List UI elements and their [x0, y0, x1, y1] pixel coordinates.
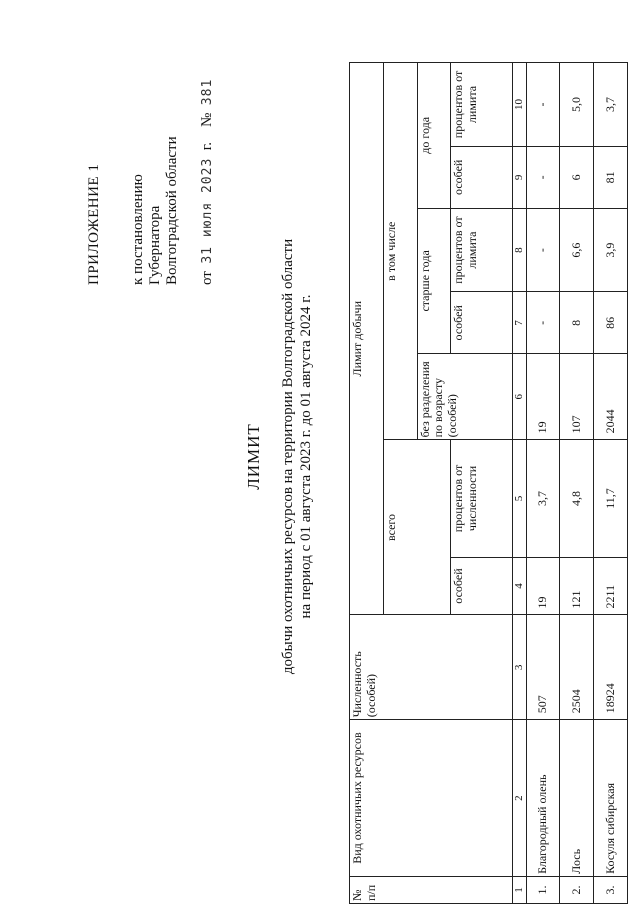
header-limit: Лимит добычи — [350, 63, 384, 615]
row-younger-pct: 5,0 — [560, 63, 594, 147]
decree-number: 381 — [200, 78, 215, 106]
appendix-line-2: Губернатора — [147, 205, 163, 285]
row-population: 507 — [526, 615, 560, 720]
header-younger-pct: процентов от лимита — [451, 63, 513, 147]
row-younger-individuals: 81 — [594, 147, 628, 209]
header-total: всего — [383, 440, 451, 615]
row-species: Благородный олень — [526, 720, 560, 877]
column-number: 10 — [512, 63, 526, 147]
table-row — [594, 63, 628, 904]
row-older-pct: 6,6 — [560, 208, 594, 292]
appendix-title: ПРИЛОЖЕНИЕ 1 — [86, 163, 102, 285]
row-older-pct: - — [526, 208, 560, 292]
header-row-1 — [350, 63, 384, 904]
table-row — [560, 63, 594, 904]
column-number-row — [512, 63, 526, 904]
header-no-age: без разделения по возрасту (особей) — [417, 354, 512, 440]
column-number: 5 — [512, 440, 526, 557]
row-no-age: 107 — [560, 354, 594, 440]
limit-table — [349, 62, 628, 904]
column-number: 4 — [512, 557, 526, 615]
header-older: старше года — [417, 208, 451, 353]
row-total-individuals: 121 — [560, 557, 594, 615]
header-older-individuals: особей — [451, 292, 513, 354]
appendix-line-3: Волгоградской области — [164, 136, 180, 285]
header-total-individuals: особей — [451, 557, 513, 615]
row-younger-pct: 3,7 — [594, 63, 628, 147]
row-older-individuals: - — [526, 292, 560, 354]
appendix-line-1: к постановлению — [130, 174, 146, 285]
date-prefix: от — [199, 271, 215, 285]
row-older-individuals: 86 — [594, 292, 628, 354]
decree-date-line — [199, 79, 216, 285]
date-value: 31 июля 2023 — [200, 157, 215, 264]
row-older-pct: 3,9 — [594, 208, 628, 292]
row-total-pct: 4,8 — [560, 440, 594, 557]
row-younger-individuals: 6 — [560, 147, 594, 209]
row-species: Косуля сибирская — [594, 720, 628, 877]
row-num: 3. — [594, 876, 628, 903]
header-older-pct: процентов от лимита — [451, 208, 513, 292]
row-younger-pct: - — [526, 63, 560, 147]
header-younger-individuals: особей — [451, 147, 513, 209]
column-number: 1 — [512, 876, 526, 903]
header-total-pct: процентов от численности — [451, 440, 513, 557]
column-number: 2 — [512, 720, 526, 877]
header-including: в том числе — [383, 63, 417, 440]
row-num: 1. — [526, 876, 560, 903]
document-title: ЛИМИТ — [244, 423, 263, 490]
column-number: 6 — [512, 354, 526, 440]
number-sign: № — [199, 112, 215, 127]
row-population: 2504 — [560, 615, 594, 720]
row-species: Лось — [560, 720, 594, 877]
column-number: 8 — [512, 208, 526, 292]
row-total-individuals: 19 — [526, 557, 560, 615]
row-older-individuals: 8 — [560, 292, 594, 354]
column-number: 7 — [512, 292, 526, 354]
header-population: Численность (особей) — [350, 615, 513, 720]
header-num: № п/п — [350, 876, 513, 903]
row-younger-individuals: - — [526, 147, 560, 209]
row-no-age: 19 — [526, 354, 560, 440]
row-population: 18924 — [594, 615, 628, 720]
row-total-pct: 11,7 — [594, 440, 628, 557]
row-total-pct: 3,7 — [526, 440, 560, 557]
header-species: Вид охотничьих ресурсов — [350, 720, 513, 877]
document-subtitle-1: добычи охотничьих ресурсов на территории Волгоградской области — [280, 238, 296, 675]
header-younger: до года — [417, 63, 451, 209]
document-subtitle-2: на период с 01 августа 2023 г. до 01 августа 2024 г. — [298, 294, 314, 619]
row-num: 2. — [560, 876, 594, 903]
column-number: 9 — [512, 147, 526, 209]
row-total-individuals: 2211 — [594, 557, 628, 615]
table-row — [526, 63, 560, 904]
row-no-age: 2044 — [594, 354, 628, 440]
column-number: 3 — [512, 615, 526, 720]
date-suffix: г. — [199, 142, 215, 151]
